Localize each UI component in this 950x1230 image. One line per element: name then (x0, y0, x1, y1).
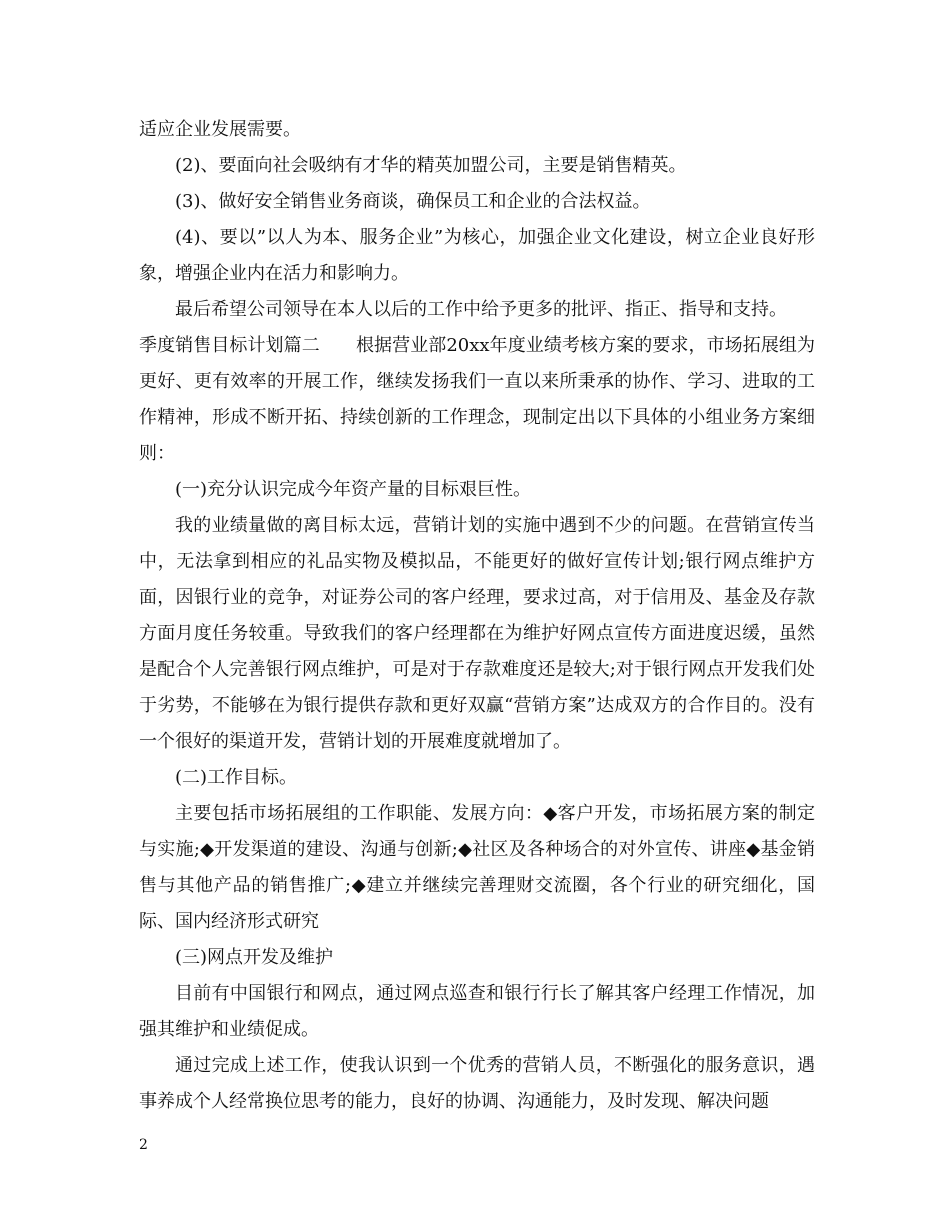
paragraph-closing-wish: 最后希望公司领导在本人以后的工作中给予更多的批评、指正、指导和支持。 (175, 299, 787, 320)
paragraph-continuation: 适应企业发展需要。 (139, 119, 301, 140)
document-body (139, 112, 815, 1120)
paragraph-work-goals: 主要包括市场拓展组的工作职能、发展方向：◆客户开发，市场拓展方案的制定与实施;◆开发渠道的建设、沟通与创新;◆社区及各种场合的对外宣传、讲座◆基金销售与其他产品的销售推广;◆建立并继续完善理财交流圈，各个行业的研究细化，国际、国内经济形式研究 (139, 803, 815, 932)
paragraph-section-two-intro: 季度销售目标计划篇二 根据营业部20xx年度业绩考核方案的要求，市场拓展组为更好、更有效率的开展工作，继续发扬我们一直以来所秉承的协作、学习、进取的工作精神，形成不断开拓、持续创新的工作理念，现制定出以下具体的小组业务方案细则： (139, 335, 815, 464)
paragraph-item-3: (3)、做好安全销售业务商谈，确保员工和企业的合法权益。 (175, 191, 651, 212)
heading-section-two: (二)工作目标。 (175, 767, 298, 788)
heading-section-three: (三)网点开发及维护 (175, 947, 334, 968)
paragraph-performance-issues: 我的业绩量做的离目标太远，营销计划的实施中遇到不少的问题。在营销宣传当中，无法拿到相应的礼品实物及模拟品，不能更好的做好宣传计划;银行网点维护方面，因银行业的竞争，对证券公司的客户经理，要求过高，对于信用及、基金及存款方面月度任务较重。导致我们的客户经理都在为维护好网点宣传方面进度迟缓，虽然是配合个人完善银行网点维护，可是对于存款难度还是较大;对于银行网点开发我们处于劣势，不能够在为银行提供存款和更好双赢“营销方案”达成双方的合作目的。没有一个很好的渠道开发，营销计划的开展难度就增加了。 (139, 515, 815, 752)
heading-section-one: (一)充分认识完成今年资产量的目标艰巨性。 (175, 479, 532, 500)
paragraph-item-4: (4)、要以”以人为本、服务企业”为核心，加强企业文化建设，树立企业良好形象，增强企业内在活力和影响力。 (139, 227, 815, 284)
page-number: 2 (139, 1137, 148, 1153)
paragraph-conclusion: 通过完成上述工作，使我认识到一个优秀的营销人员，不断强化的服务意识，遇事养成个人经常换位思考的能力，良好的协调、沟通能力，及时发现、解决问题 (139, 1055, 815, 1112)
paragraph-item-2: (2)、要面向社会吸纳有才华的精英加盟公司，主要是销售精英。 (175, 155, 687, 176)
paragraph-branch-development: 目前有中国银行和网点，通过网点巡查和银行行长了解其客户经理工作情况，加强其维护和业绩促成。 (139, 983, 815, 1040)
